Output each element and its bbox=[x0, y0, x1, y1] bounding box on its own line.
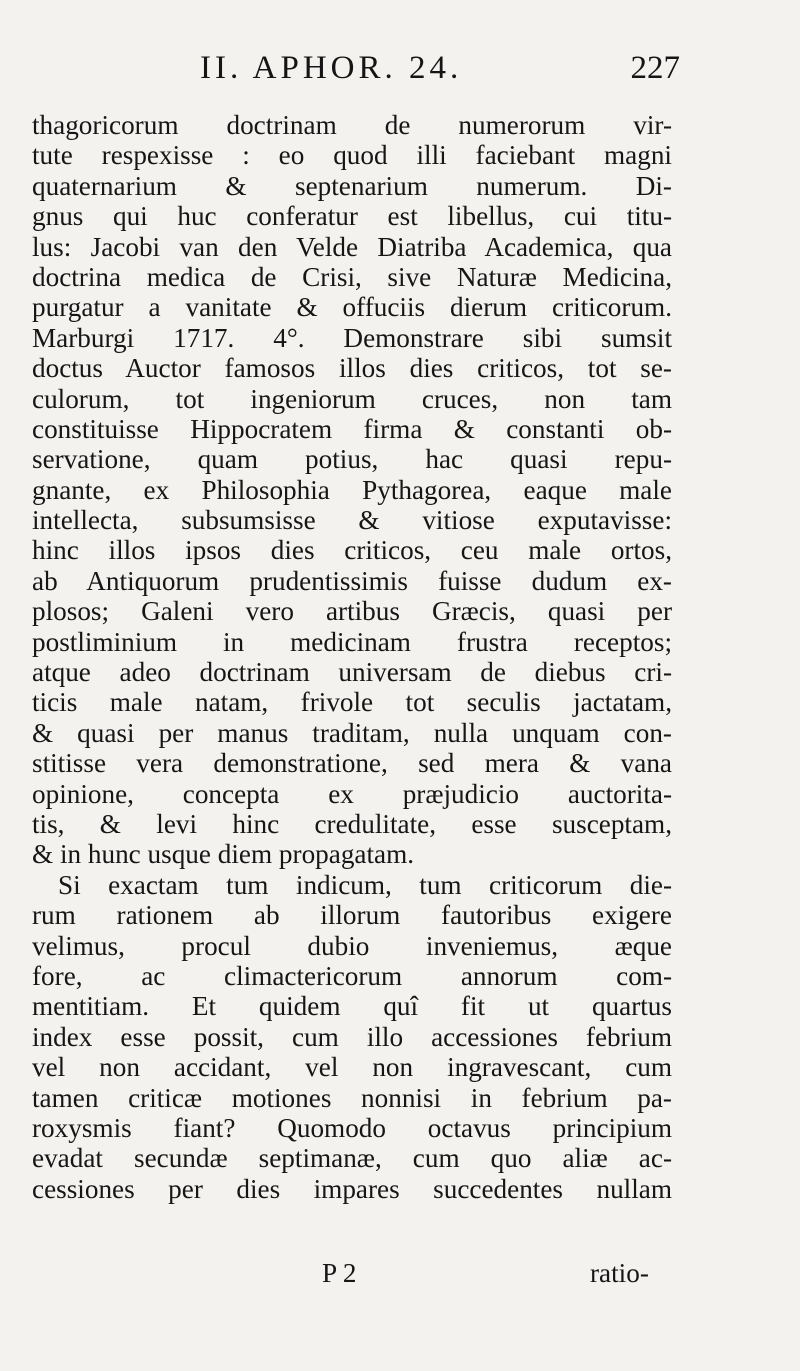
text-line: Marburgi 1717. 4°. Demonstrare sibi sumsit bbox=[32, 322, 672, 353]
running-title: II. APHOR. 24. bbox=[200, 50, 463, 86]
text-line: vel non accidant, vel non ingravescant, cum bbox=[32, 1052, 672, 1083]
text-line: & in hunc usque diem propagatam. bbox=[32, 839, 415, 870]
text-line: intellecta, subsumsisse & vitiose exputavisse: bbox=[32, 505, 672, 536]
text-line: gnante, ex Philosophia Pythagorea, eaque male bbox=[32, 474, 672, 505]
page-footer bbox=[0, 1258, 800, 1298]
text-line: gnus qui huc conferatur est libellus, cui titu- bbox=[32, 201, 672, 232]
signature-mark: P 2 bbox=[322, 1258, 357, 1288]
text-line: doctus Auctor famosos illos dies criticos, tot se- bbox=[32, 353, 672, 384]
text-line: lus: Jacobi van den Velde Diatriba Academica, qua bbox=[32, 231, 672, 262]
text-line: index esse possit, cum illo accessiones febrium bbox=[32, 1021, 672, 1052]
text-line: Si exactam tum indicum, tum criticorum die- bbox=[58, 869, 672, 900]
text-line: constituisse Hippocratem firma & constanti ob- bbox=[32, 413, 672, 444]
text-line: velimus, procul dubio inveniemus, æque bbox=[32, 930, 672, 961]
text-line: stitisse vera demonstratione, sed mera & vana bbox=[32, 748, 672, 779]
body-text bbox=[32, 110, 672, 1204]
text-line: fore, ac climactericorum annorum com- bbox=[32, 960, 672, 991]
text-line: culorum, tot ingeniorum cruces, non tam bbox=[32, 383, 672, 414]
text-line: tis, & levi hinc credulitate, esse susceptam, bbox=[32, 808, 672, 839]
text-line: & quasi per manus traditam, nulla unquam con- bbox=[32, 717, 672, 748]
text-line: tute respexisse : eo quod illi faciebant magni bbox=[32, 140, 672, 171]
text-line: evadat secundæ septimanæ, cum quo aliæ ac- bbox=[32, 1143, 672, 1174]
text-line: hinc illos ipsos dies criticos, ceu male ortos, bbox=[32, 535, 672, 566]
text-line: mentitiam. Et quidem quî fit ut quartus bbox=[32, 991, 672, 1022]
text-line: ticis male natam, frivole tot seculis jactatam, bbox=[32, 687, 672, 718]
text-line: plosos; Galeni vero artibus Græcis, quasi per bbox=[32, 596, 672, 627]
running-header bbox=[200, 50, 680, 98]
text-line: quaternarium & septenarium numerum. Di- bbox=[32, 170, 672, 201]
text-line: purgatur a vanitate & offuciis dierum criticorum. bbox=[32, 292, 672, 323]
page-number: 227 bbox=[630, 50, 680, 86]
text-line: doctrina medica de Crisi, sive Naturæ Medicina, bbox=[32, 261, 672, 292]
text-line: tamen criticæ motiones nonnisi in febrium pa- bbox=[32, 1082, 672, 1113]
text-line: servatione, quam potius, hac quasi repu- bbox=[32, 444, 672, 475]
text-line: opinione, concepta ex præjudicio auctorita- bbox=[32, 778, 672, 809]
text-line: roxysmis fiant? Quomodo octavus principium bbox=[32, 1112, 672, 1143]
text-line: postliminium in medicinam frustra receptos; bbox=[32, 626, 672, 657]
text-line: rum rationem ab illorum fautoribus exigere bbox=[32, 900, 672, 931]
text-line: atque adeo doctrinam universam de diebus cri- bbox=[32, 657, 672, 688]
text-line: thagoricorum doctrinam de numerorum vir- bbox=[32, 110, 672, 140]
catchword: ratio- bbox=[590, 1258, 649, 1288]
text-line: ab Antiquorum prudentissimis fuisse dudum ex- bbox=[32, 565, 672, 596]
text-line: cessiones per dies impares succedentes nullam bbox=[32, 1173, 672, 1204]
